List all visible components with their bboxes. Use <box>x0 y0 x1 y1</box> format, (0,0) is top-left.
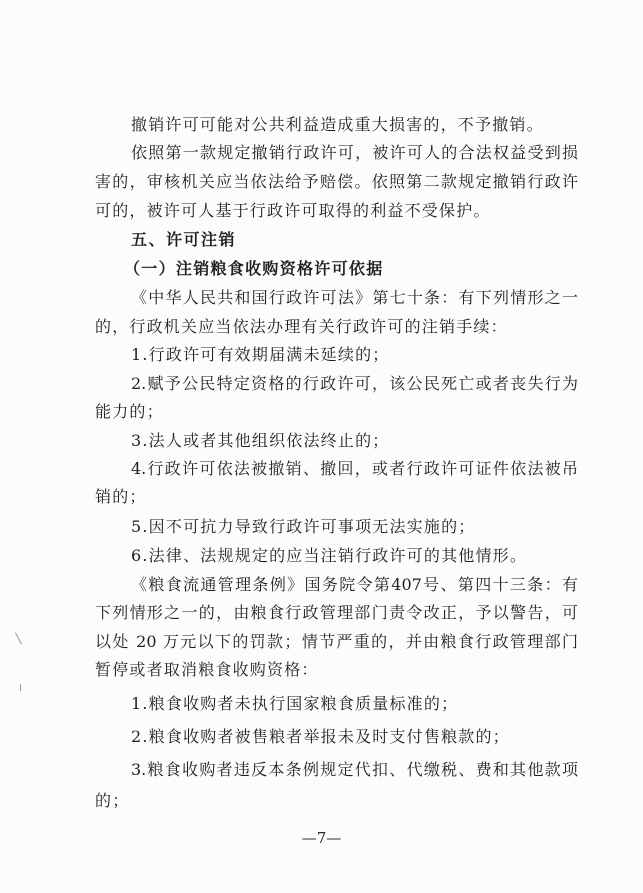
list-item: 2.粮食收购者被售粮者举报未及时支付售粮款的； <box>131 727 510 746</box>
list-item: 4.行政许可依法被撤销、撤回，或者行政许可证件依法被吊 <box>131 459 578 478</box>
text-line: 《中华人民共和国行政许可法》第七十条：有下列情形之一 <box>131 288 578 307</box>
list-item-continuation: 的； <box>95 791 130 810</box>
text-line: 依照第一款规定撤销行政许可，被许可人的合法权益受到损 <box>131 143 578 162</box>
list-item: 1.粮食收购者未执行国家粮食质量标准的； <box>131 694 459 713</box>
page-number: —7— <box>301 829 342 847</box>
text-line: 撤销许可可能对公共利益造成重大损害的，不予撤销。 <box>131 115 544 134</box>
text-line: 可的，被许可人基于行政许可取得的利益不受保护。 <box>95 201 491 220</box>
list-item-continuation: 能力的； <box>95 402 164 421</box>
scan-mark <box>15 633 22 645</box>
section-heading: 五、许可注销 <box>131 230 237 249</box>
scan-mark <box>20 684 21 691</box>
text-line: 的，行政机关应当依法办理有关行政许可的注销手续： <box>95 317 508 336</box>
subsection-heading: （一）注销粮食收购资格许可依据 <box>124 259 384 278</box>
list-item: 5.因不可抗力导致行政许可事项无法实施的； <box>131 517 476 536</box>
list-item: 1.行政许可有效期届满未延续的； <box>131 345 390 364</box>
list-item-continuation: 销的； <box>95 487 147 506</box>
list-item: 2.赋予公民特定资格的行政许可，该公民死亡或者丧失行为 <box>131 374 578 393</box>
text-line: 害的，审核机关应当依法给予赔偿。依照第二款规定撤销行政许 <box>95 172 578 191</box>
list-item: 6.法律、法规规定的应当注销行政许可的其他情形。 <box>131 546 528 565</box>
list-item: 3.法人或者其他组织依法终止的； <box>131 431 390 450</box>
text-line: 以处 20 万元以下的罚款；情节严重的，并由粮食行政管理部门 <box>95 632 578 651</box>
text-line: 暂停或者取消粮食收购资格： <box>95 660 319 679</box>
list-item: 3.粮食收购者违反本条例规定代扣、代缴税、费和其他款项 <box>131 760 578 779</box>
text-line: 《粮食流通管理条例》国务院令第407号、第四十三条：有 <box>131 575 578 594</box>
text-line: 下列情形之一的，由粮食行政管理部门责令改正，予以警告，可 <box>95 603 578 622</box>
